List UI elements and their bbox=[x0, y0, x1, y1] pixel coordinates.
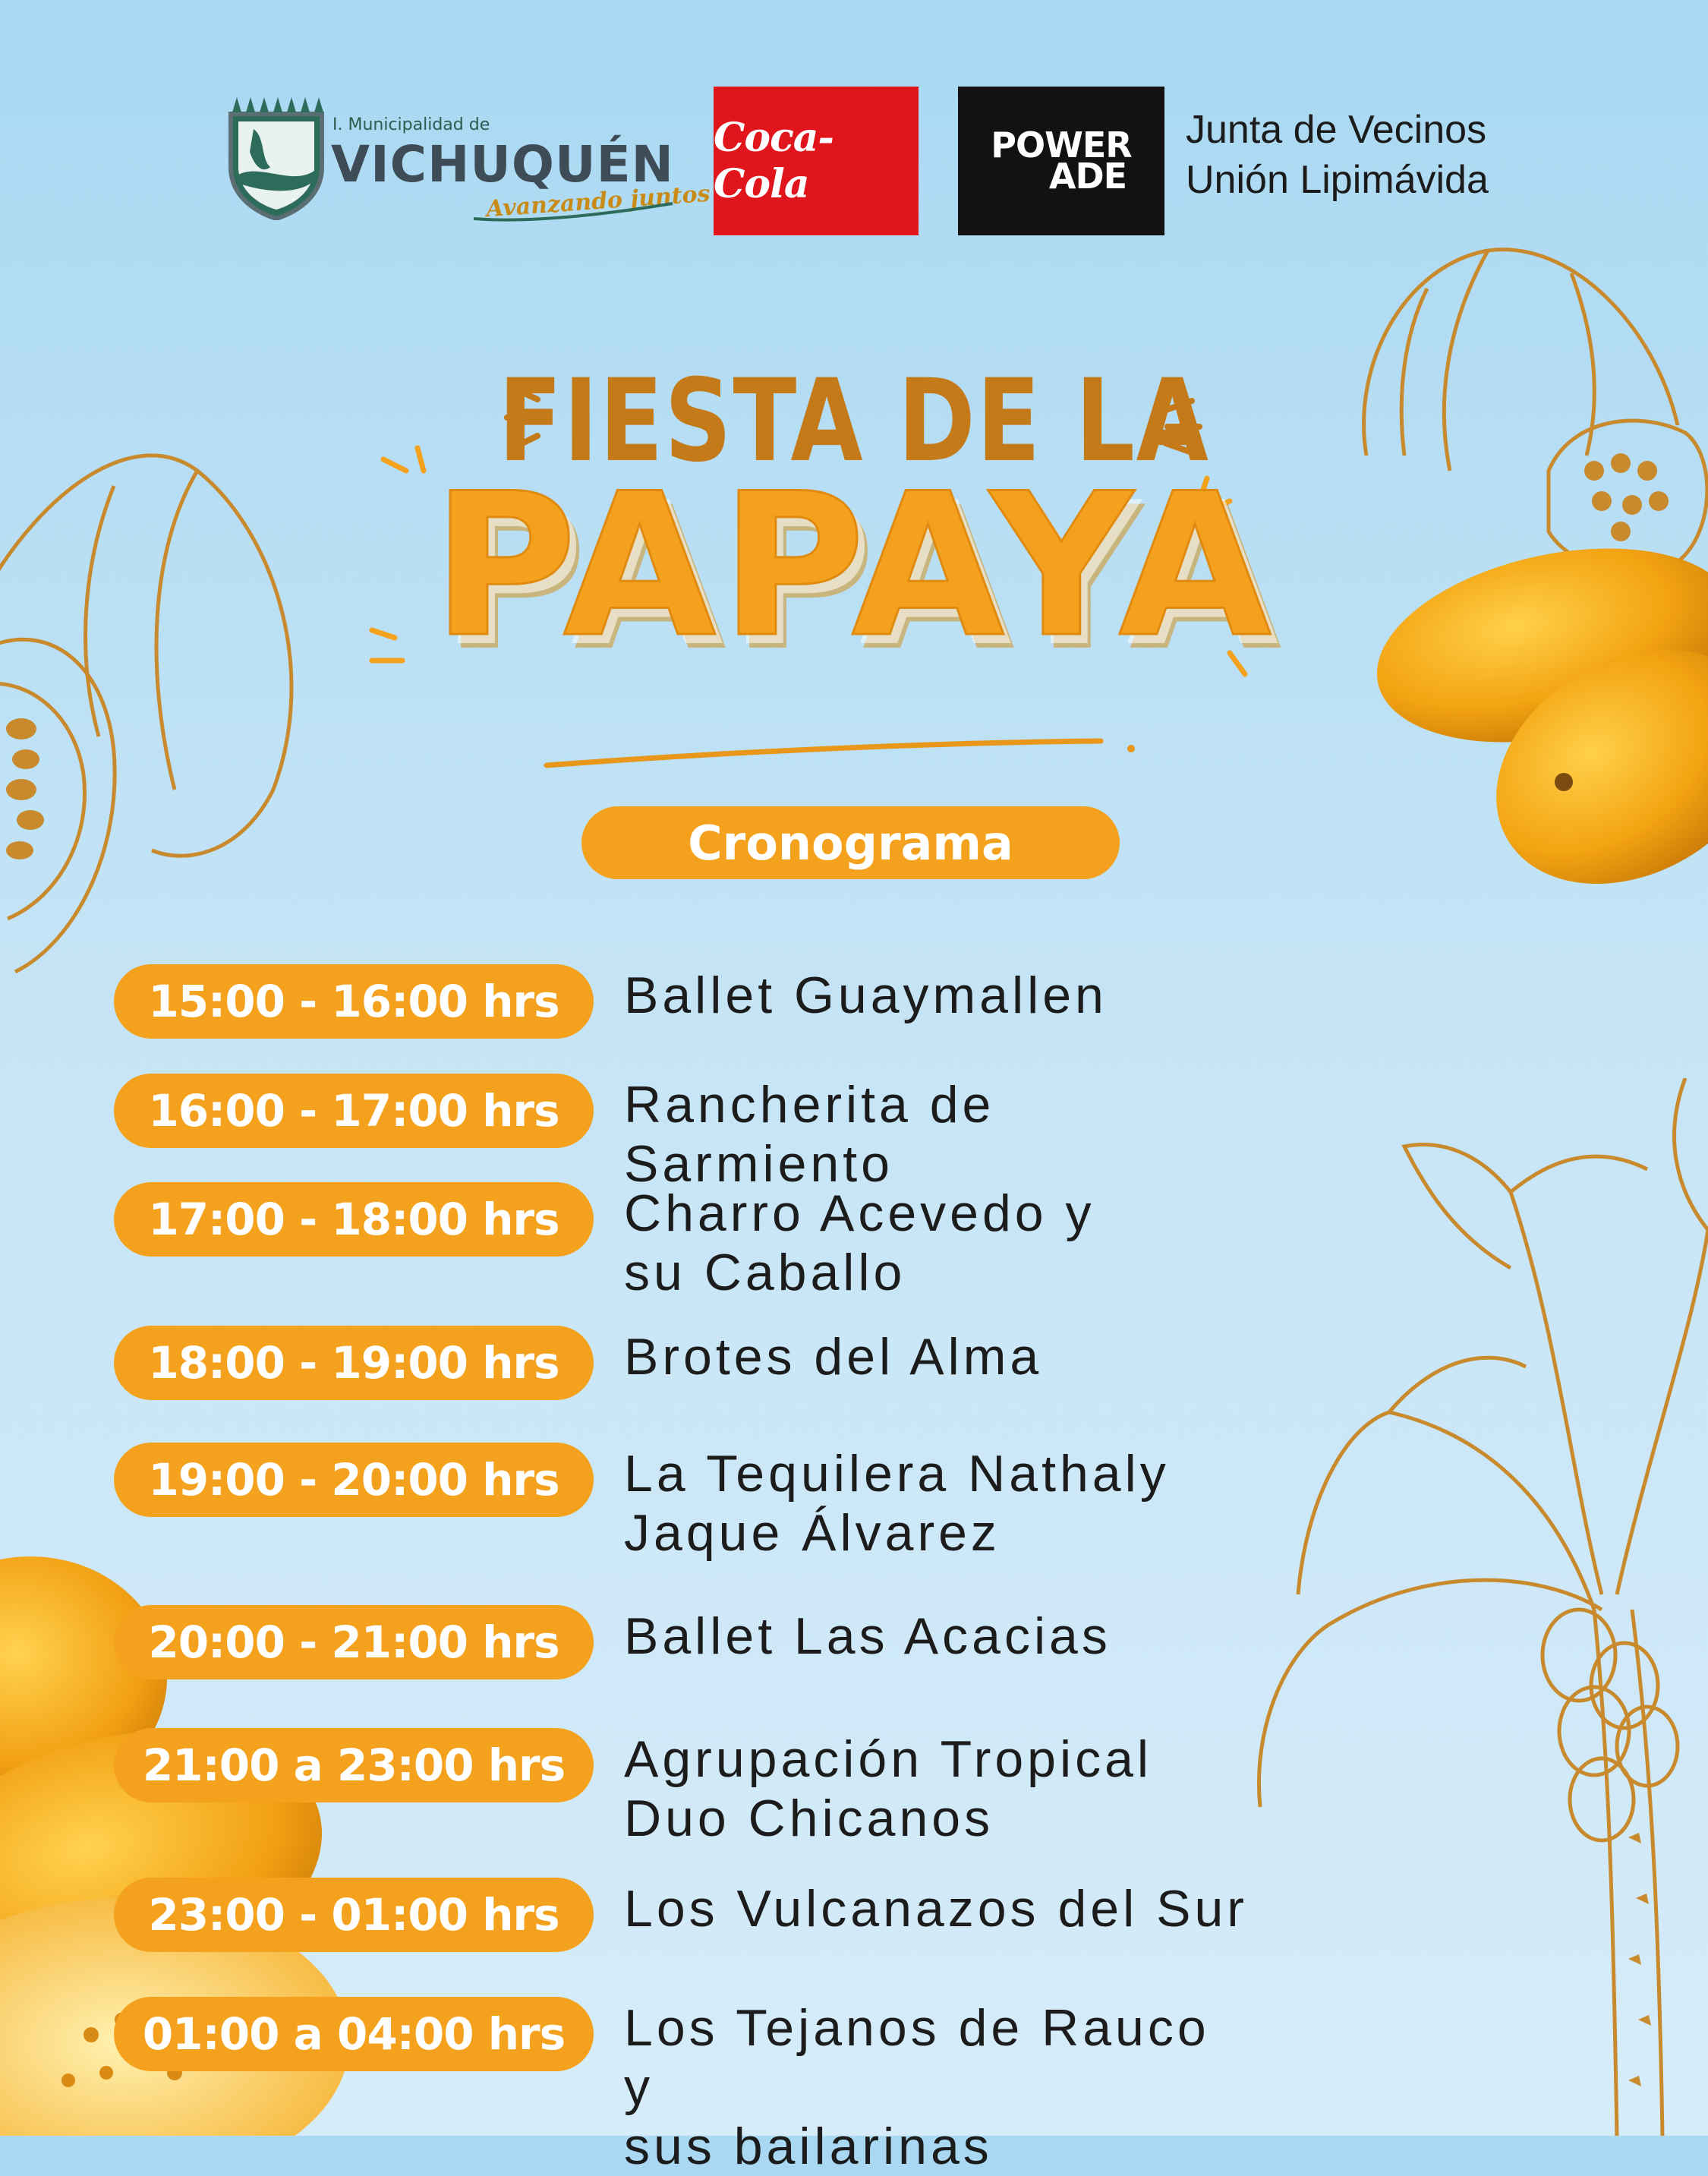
municipality-tagline: Avanzando juntos bbox=[485, 180, 711, 223]
junta-vecinos-label bbox=[1186, 105, 1489, 205]
time-slot-badge bbox=[114, 1182, 594, 1257]
time-slot-text: 16:00 - 17:00 hrs bbox=[148, 1085, 559, 1137]
time-slot-text: 17:00 - 18:00 hrs bbox=[148, 1194, 559, 1245]
act-name: Los Tejanos de Rauco y sus bailarinas bbox=[624, 1999, 1210, 2175]
time-slot-badge bbox=[114, 1997, 594, 2071]
time-slot-text: 21:00 a 23:00 hrs bbox=[142, 1739, 566, 1791]
municipality-name: VICHUQUÉN bbox=[331, 135, 674, 194]
act-name: La Tequilera Nathaly Jaque Álvarez bbox=[624, 1445, 1170, 1562]
act-name: Brotes del Alma bbox=[624, 1328, 1043, 1386]
coca-cola-logo bbox=[714, 87, 919, 235]
act-name: Agrupación Tropical Duo Chicanos bbox=[624, 1730, 1153, 1847]
time-slot-text: 01:00 a 04:00 hrs bbox=[142, 2008, 566, 2060]
vichuquen-shield-icon bbox=[223, 91, 329, 220]
time-slot-text: 19:00 - 20:00 hrs bbox=[148, 1454, 559, 1506]
tagline-swoosh-icon bbox=[471, 197, 676, 225]
act-name: Ballet Las Acacias bbox=[624, 1607, 1111, 1665]
act-name: Charro Acevedo y su Caballo bbox=[624, 1184, 1095, 1301]
time-slot-text: 20:00 - 21:00 hrs bbox=[148, 1616, 559, 1668]
municipality-small-label: I. Municipalidad de bbox=[332, 115, 490, 134]
powerade-line1: POWER bbox=[991, 124, 1132, 166]
time-slot-badge bbox=[114, 1074, 594, 1148]
title-main-word: PAPAYA bbox=[432, 452, 1276, 681]
time-slot-badge bbox=[114, 964, 594, 1039]
papaya-tree-sketch-icon bbox=[1237, 1078, 1708, 2136]
time-slot-badge bbox=[114, 1878, 594, 1952]
time-slot-text: 18:00 - 19:00 hrs bbox=[148, 1337, 559, 1389]
title-underline-icon bbox=[539, 729, 1146, 774]
time-slot-badge bbox=[114, 1326, 594, 1400]
time-slot-badge bbox=[114, 1443, 594, 1517]
time-slot-badge bbox=[114, 1605, 594, 1679]
time-slot-text: 15:00 - 16:00 hrs bbox=[148, 976, 559, 1027]
powerade-logo bbox=[958, 87, 1164, 235]
coca-cola-wordmark: Coca-Cola bbox=[714, 115, 834, 207]
act-name: Ballet Guaymallen bbox=[624, 967, 1108, 1024]
cronograma-badge bbox=[581, 806, 1120, 879]
sponsor-header bbox=[0, 0, 1708, 258]
junta-text: Junta de Vecinos Unión Lipimávida bbox=[1186, 108, 1489, 202]
time-slot-text: 23:00 - 01:00 hrs bbox=[148, 1889, 559, 1941]
act-name: Los Vulcanazos del Sur bbox=[624, 1880, 1248, 1938]
title-top-line: FIESTA DE LA bbox=[498, 355, 1210, 487]
act-name: Rancherita de Sarmiento bbox=[624, 1076, 995, 1193]
cronograma-label: Cronograma bbox=[688, 815, 1013, 871]
time-slot-badge bbox=[114, 1728, 594, 1802]
powerade-line2: ADE bbox=[1048, 156, 1127, 197]
